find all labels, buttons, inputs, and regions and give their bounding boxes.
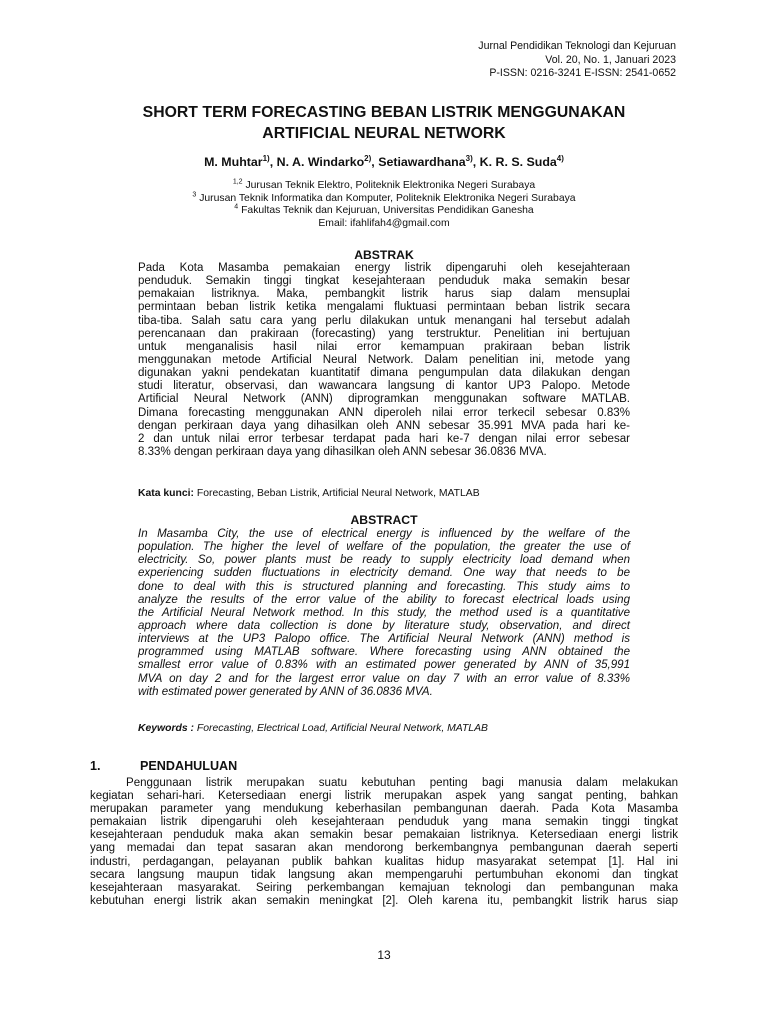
- text-line: Artificial Neural Network (ANN) diprogramkan menggunakan software MATLAB.: [138, 393, 630, 406]
- page-number: 13: [377, 948, 391, 962]
- text-line: the Artificial Neural Network method. In this study, the method used is a quantitative: [138, 606, 630, 619]
- text-line: tiba-tiba. Salah satu cara yang perlu dilakukan untuk menangani hal tersebut adalah: [138, 314, 630, 327]
- text-line: penduduk. Semakin tinggi tingkat kesejahteraan penduduk maka semakin besar: [138, 275, 630, 288]
- text-line: dengan perkiraan daya yang dihasilkan oleh ANN sebesar 35.991 MVA pada hari ke-: [138, 419, 630, 432]
- text-line: Pada Kota Masamba pemakaian energy listrik dipengaruhi oleh kesejahteraan: [138, 262, 630, 274]
- text-line: electricity. So, power plants must be ready to supply electricity load demand when: [138, 554, 630, 567]
- text-line: kebutuhan energi listrik akan semakin meningkat [2]. Oleh karena itu, pembangkit listrik harus siap: [90, 894, 678, 907]
- text-line: kesejahteraan masyarakat. Seiring perkembangan kemajuan teknologi dan pembangunan maka: [90, 881, 678, 894]
- author-list: M. Muhtar$^{1)}$, N. A. Windarko$^{2)}$, Setiawardhana$^{3)}$, K. R. S. Suda$^{4)}$: [204, 153, 564, 169]
- text-line: programmed using MATLAB software. Where forecasting using ANN obtained the: [138, 646, 630, 659]
- text-line: MVA on day 2 and for the largest error value on day 7 with an error value of 8.33%: [138, 672, 630, 685]
- text-line: permintaan beban listrik ketika mengalami fluktuasi permintaan beban listrik secara: [138, 301, 630, 314]
- text-line: approach where data collection is done by literature study, observation, and direct: [138, 619, 630, 632]
- title-line-2: ARTIFICIAL NEURAL NETWORK: [262, 124, 506, 142]
- kata-kunci-value: Forecasting, Beban Listrik, Artificial Neural Network, MATLAB: [194, 488, 480, 499]
- author-sup: 4): [556, 153, 564, 163]
- text-line: untuk menganalisis hasil nilai error kemampuan prakiraan beban listrik: [138, 340, 630, 353]
- text-line: industri, perdagangan, pelayanan publik bahkan kualitas hidup masyarakat setempat [1]. Hal ini: [90, 855, 678, 868]
- text-line: population. The higher the level of welfare of the population, the greater the use of: [138, 541, 630, 554]
- abstrak-heading: ABSTRAK: [354, 248, 414, 262]
- section-body: [90, 777, 678, 908]
- title-line-1: SHORT TERM FORECASTING BEBAN LISTRIK MENGGUNAKAN: [142, 104, 626, 121]
- text-line: studi literatur, observasi, dan wawancara langsung di kantor UP3 Palopo. Metode: [138, 380, 630, 393]
- affiliation-line: $^4$ Fakultas Teknik dan Kejuruan, Universitas Pendidikan Ganesha: [234, 203, 534, 217]
- section-title: PENDAHULUAN: [140, 759, 238, 773]
- text-line: 8.33% dengan perkiraan daya yang dihasilkan oleh ANN sebesar 36.0836 MVA.: [138, 445, 547, 458]
- text-line: kegiatan sehari-hari. Ketersediaan energi listrik merupakan aspek yang sangat penting, bahkan: [90, 790, 678, 803]
- text-line: merupakan parameter yang mendukung keberhasilan pembangunan daerah. Pada Kota Masamba: [90, 803, 678, 816]
- text-line: smallest error value of 0.83% with an estimated power generated by ANN of 35,991: [138, 659, 630, 672]
- journal-issn: P-ISSN: 0216-3241 E-ISSN: 2541-0652: [489, 67, 676, 79]
- text-line: yang memadai dan tepat sasaran akan mendorong berkembangnya pembangunan daerah seperti: [90, 842, 678, 855]
- text-line: pemakaian listriknya. Maka, pembangkit listrik harus siap dalam mensuplai: [138, 288, 630, 301]
- section-heading: [90, 759, 237, 774]
- kata-kunci: [138, 487, 638, 500]
- keywords: [138, 722, 638, 735]
- affiliations: [60, 180, 708, 230]
- author-sup: 3): [465, 153, 473, 163]
- affiliation-line: $^{1,2}$ Jurusan Teknik Elektro, Politeknik Elektronika Negeri Surabaya: [232, 178, 536, 191]
- abstrak-body: [138, 262, 630, 459]
- keywords-label: Keywords :: [138, 723, 195, 734]
- text-line: In Masamba City, the use of electrical energy is influenced by the welfare of the: [138, 528, 630, 540]
- text-line: experiencing sudden fluctuations in electricity demand. One way that needs to be: [138, 567, 630, 580]
- journal-volume: Vol. 20, No. 1, Januari 2023: [545, 53, 676, 66]
- abstract-heading: ABSTRACT: [350, 513, 418, 527]
- text-line: Dimana forecasting menggunakan ANN diperoleh nilai error terkecil sebesar 0.83%: [138, 406, 630, 419]
- text-line: with estimated power generated by ANN of 36.0836 MVA.: [138, 685, 433, 698]
- author-name: Setiawardhana: [378, 155, 466, 169]
- text-line: pemakaian listrik dipengaruhi oleh kesejahteraan penduduk yang mana semakin tinggi tingkat: [90, 816, 678, 829]
- author-sup: 2): [364, 153, 372, 163]
- text-line: perencanaan dan prakiraan (forecasting) yang terstruktur. Penelitian ini bertujuan: [138, 327, 630, 340]
- text-line: 2 dan untuk nilai error terbesar terdapat pada hari ke-7 dengan nilai error sebesar: [138, 432, 630, 445]
- author-name: K. R. S. Suda: [479, 155, 557, 169]
- author-name: M. Muhtar: [204, 155, 263, 169]
- text-line: interviews at the UP3 Palopo office. The Artificial Neural Network (ANN) method is: [138, 633, 630, 646]
- keywords-value: Forecasting, Electrical Load, Artificial Neural Network, MATLAB: [194, 723, 488, 734]
- text-line: Penggunaan listrik merupakan suatu kebutuhan penting bagi manusia dalam melakukan: [126, 777, 678, 789]
- journal-name: Jurnal Pendidikan Teknologi dan Kejuruan: [478, 40, 676, 52]
- paper-title: [60, 103, 708, 144]
- text-line: digunakan yakni pendekatan kuantitatif dimana pengumpulan data dilakukan dengan: [138, 367, 630, 380]
- journal-header: [276, 40, 676, 81]
- email-line: Email: ifahlifah4@gmail.com: [318, 217, 450, 229]
- text-line: secara langsung maupun tidak langsung akan mempengaruhi pertumbuhan ekonomi dan tingkat: [90, 868, 678, 881]
- text-line: analyze the results of the error value of the ability to forecast electrical loads using: [138, 593, 630, 606]
- affiliation-line: $^3$ Jurusan Teknik Informatika dan Komputer, Politeknik Elektronika Negeri Surabaya: [192, 191, 576, 204]
- abstract-body: [138, 528, 630, 699]
- text-line: done to deal with this is structured planning and forecasting. This study aims to: [138, 580, 630, 593]
- kata-kunci-label: Kata kunci:: [138, 488, 195, 499]
- author-name: N. A. Windarko: [276, 155, 365, 169]
- text-line: menggunakan metode Artificial Neural Network. Dalam penelitian ini, metode yang: [138, 353, 630, 366]
- section-number: 1.: [90, 759, 101, 773]
- text-line: kesejahteraan penduduk maka akan semakin besar pemakaian listriknya. Ketersediaan energi listrik: [90, 829, 678, 842]
- author-sup: 1): [262, 153, 270, 163]
